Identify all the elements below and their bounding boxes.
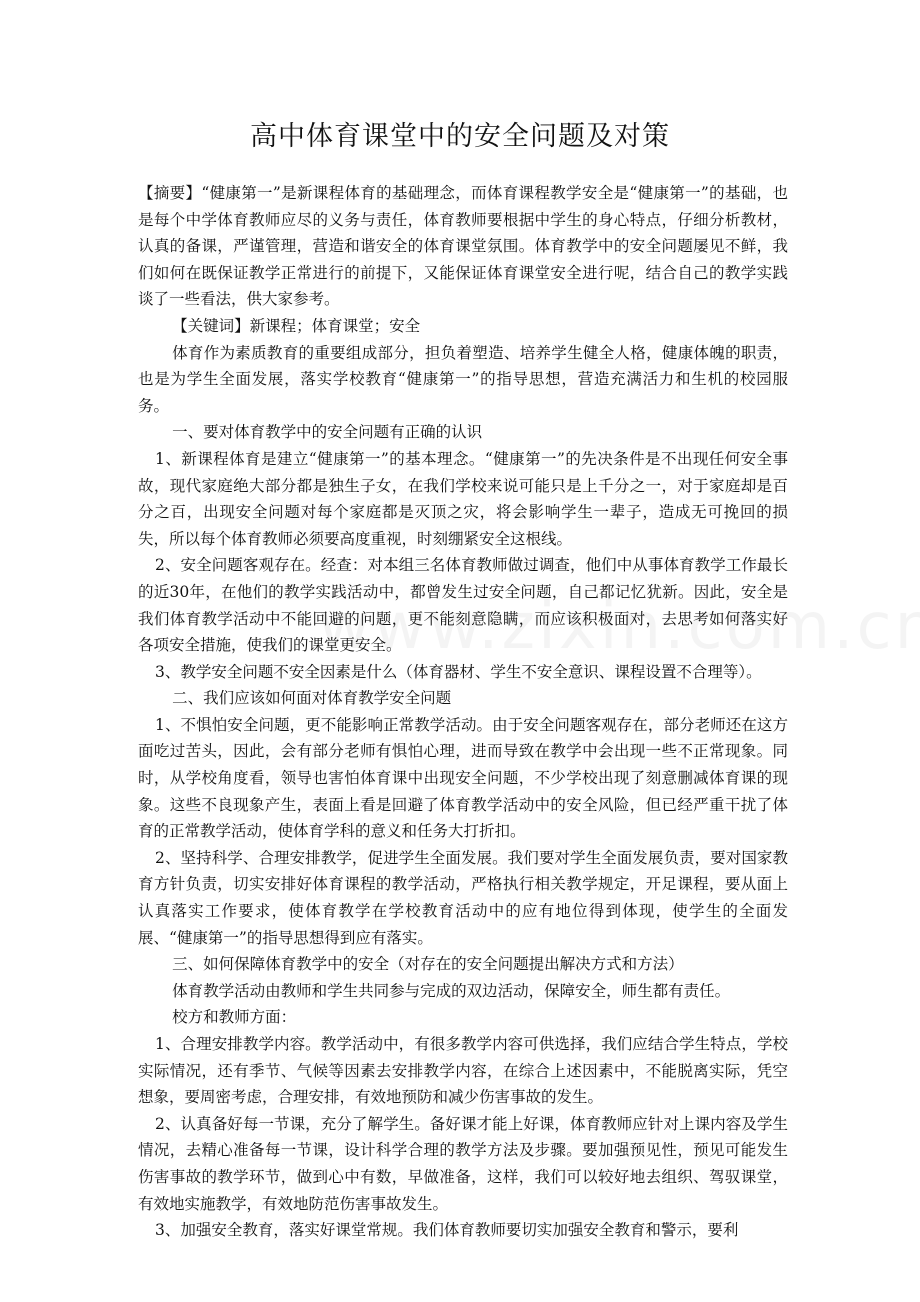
paragraph: 1、合理安排教学内容。教学活动中，有很多教学内容可供选择，我们应结合学生特点，学校实际情况，还有季节、气候等因素去安排教学内容，在综合上述因素中，不能脱离实际，凭空想象，要周密考虑，合理安排，有效地预防和减少伤害事故的发生。	[138, 1035, 788, 1107]
paragraph: 1、不惧怕安全问题，更不能影响正常教学活动。由于安全问题客观存在，部分老师还在这方面吃过苦头，因此，会有部分老师有惧怕心理，进而导致在教学中会出现一些不正常现象。同时，从学校角度看，领导也害怕体育课中出现安全问题，不少学校出现了刻意删减体育课的现象。这些不良现象产生，表面上看是回避了体育教学活动中的安全风险，但已经严重干扰了体育的正常教学活动，使体育学科的意义和任务大打折扣。	[138, 715, 788, 841]
paragraph: 【摘要】“健康第一”是新课程体育的基础理念，而体育课程教学安全是“健康第一”的基础，也是每个中学体育教师应尽的义务与责任，体育教师要根据中学生的身心特点，仔细分析教材，认真的备课，严谨管理，营造和谐安全的体育课堂氛围。体育教学中的安全问题屡见不鲜，我们如何在既保证教学正常进行的前提下，又能保证体育课堂安全进行呢，结合自己的教学实践谈了一些看法，供大家参考。	[138, 184, 788, 309]
paragraph: 体育教学活动由教师和学生共同参与完成的双边活动，保障安全，师生都有责任。	[172, 981, 731, 1000]
document-title: 高中体育课堂中的安全问题及对策	[250, 121, 670, 152]
paragraph: 3、教学安全问题不安全因素是什么（体育器材、学生不安全意识、课程设置不合理等）。	[155, 662, 762, 681]
paragraph: 2、安全问题客观存在。经查：对本组三名体育教师做过调查，他们中从事体育教学工作最长的近30年，在他们的教学实践活动中，都曾发生过安全问题，自己都记忆犹新。因此，安全是我们体育教学活动中不能回避的问题，更不能刻意隐瞒，而应该积极面对，去思考如何落实好各项安全措施，使我们的课堂更安全。	[138, 556, 788, 655]
paragraph: 2、认真备好每一节课，充分了解学生。备好课才能上好课，体育教师应针对上课内容及学生情况，去精心准备每一节课，设计科学合理的教学方法及步骤。要加强预见性，预见可能发生伤害事故的教学环节，做到心中有数，早做准备，这样，我们可以较好地去组织、驾驭课堂，有效地实施教学，有效地防范伤害事故发生。	[138, 1114, 788, 1213]
paragraph: 1、新课程体育是建立“健康第一”的基本理念。“健康第一”的先决条件是不出现任何安全事故，现代家庭绝大部分都是独生子女，在我们学校来说可能只是上千分之一，对于家庭却是百分之百，出现安全问题对每个家庭都是灭顶之灾，将会影响学生一辈子，造成无可挽回的损失，所以每个体育教师必须要高度重视，时刻绷紧安全这根线。	[138, 449, 788, 548]
paragraph: 3、加强安全教育，落实好课堂常规。我们体育教师要切实加强安全教育和警示，要利	[155, 1221, 739, 1240]
paragraph: 校方和教师方面：	[172, 1008, 297, 1027]
paragraph: 三、如何保障体育教学中的安全（对存在的安全问题提出解决方式和方法）	[172, 955, 684, 974]
paragraph: 二、我们应该如何面对体育教学安全问题	[172, 689, 452, 708]
paragraph: 【关键词】新课程；体育课堂；安全	[172, 316, 421, 335]
paragraph: 一、要对体育教学中的安全问题有正确的认识	[172, 423, 483, 442]
paragraph: 2、坚持科学、合理安排教学，促进学生全面发展。我们要对学生全面发展负责，要对国家教育方针负责，切实安排好体育课程的教学活动，严格执行相关教学规定，开足课程，要从面上认真落实工作要求，使体育教学在学校教育活动中的应有地位得到体现，使学生的全面发展、“健康第一”的指导思想得到应有落实。	[138, 848, 788, 947]
document-body	[138, 180, 788, 1244]
paragraph: 体育作为素质教育的重要组成部分，担负着塑造、培养学生健全人格，健康体魄的职责，也是为学生全面发展，落实学校教育“健康第一”的指导思想，营造充满活力和生机的校园服务。	[138, 343, 788, 415]
